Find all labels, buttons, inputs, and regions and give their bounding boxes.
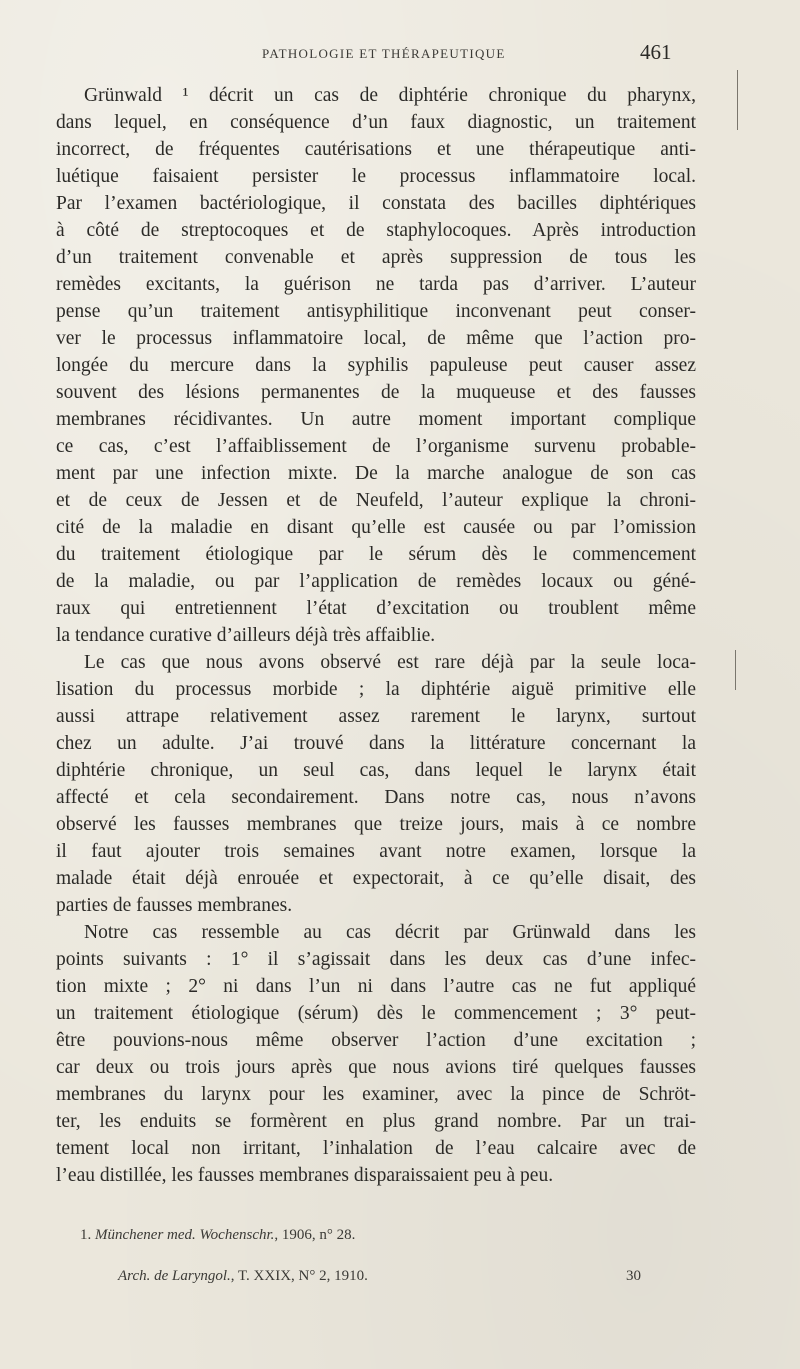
- text-line: cité de la maladie en disant qu’elle est causée ou par l’omission: [56, 517, 696, 538]
- text-line: l’eau distillée, les fausses membranes disparaissaient peu à peu.: [56, 1165, 554, 1186]
- text-line: points suivants : 1° il s’agissait dans les deux cas d’une infec-: [56, 949, 696, 970]
- text-line: un traitement étiologique (sérum) dès le commencement ; 3° peut-: [56, 1003, 696, 1024]
- text-line: diphtérie chronique, un seul cas, dans lequel le larynx était: [56, 760, 696, 781]
- text-line: d’un traitement convenable et après suppression de tous les: [56, 247, 696, 268]
- text-line: affecté et cela secondairement. Dans notre cas, nous n’avons: [56, 787, 696, 808]
- text-line: dans lequel, en conséquence d’un faux diagnostic, un traitement: [56, 112, 696, 133]
- margin-mark: [737, 70, 738, 130]
- text-line: de la maladie, ou par l’application de remèdes locaux ou géné-: [56, 571, 696, 592]
- journal-volume: , T. XXIX, N° 2, 1910.: [230, 1268, 368, 1284]
- text-line: souvent des lésions permanentes de la muqueuse et des fausses: [56, 382, 696, 403]
- journal-title: Arch. de Laryngol.: [118, 1268, 231, 1284]
- text-line: raux qui entretiennent l’état d’excitation ou troublent même: [56, 598, 696, 619]
- text-line: Par l’examen bactériologique, il constata des bacilles diphtériques: [56, 193, 696, 214]
- running-header: [0, 40, 800, 74]
- text-line: être pouvions-nous même observer l’action d’une excitation ;: [56, 1030, 696, 1051]
- sheet-number: 30: [626, 1268, 641, 1284]
- text-line: la tendance curative d’ailleurs déjà très affaiblie.: [56, 625, 436, 646]
- text-line: et de ceux de Jessen et de Neufeld, l’auteur explique la chroni-: [56, 490, 696, 511]
- footnote-marker: 1.: [80, 1227, 92, 1243]
- text-line: observé les fausses membranes que treize jours, mais à ce nombre: [56, 814, 696, 835]
- text-line: membranes récidivantes. Un autre moment important complique: [56, 409, 696, 430]
- text-line: chez un adulte. J’ai trouvé dans la littérature concernant la: [56, 733, 696, 754]
- journal-reference: [118, 1268, 368, 1285]
- text-line: pense qu’un traitement antisyphilitique inconvenant peut conser-: [56, 301, 696, 322]
- text-line: ter, les enduits se formèrent en plus grand nombre. Par un trai-: [56, 1111, 696, 1132]
- text-line: il faut ajouter trois semaines avant notre examen, lorsque la: [56, 841, 696, 862]
- text-line: longée du mercure dans la syphilis papuleuse peut causer assez: [56, 355, 696, 376]
- text-line: malade était déjà enrouée et expectorait, à ce qu’elle disait, des: [56, 868, 696, 889]
- text-line: ment par une infection mixte. De la marche analogue de son cas: [56, 463, 696, 484]
- text-line: du traitement étiologique par le sérum dès le commencement: [56, 544, 696, 565]
- text-line: Grünwald ¹ décrit un cas de diphtérie chronique du pharynx,: [84, 85, 696, 106]
- margin-mark: [735, 650, 736, 690]
- text-line: membranes du larynx pour les examiner, avec la pince de Schröt-: [56, 1084, 696, 1105]
- footnote: [80, 1227, 355, 1244]
- text-line: car deux ou trois jours après que nous avions tiré quelques fausses: [56, 1057, 696, 1078]
- footnote-source-title: Münchener med. Wochenschr.: [95, 1227, 275, 1243]
- body-text: [56, 82, 696, 1189]
- text-line: ver le processus inflammatoire local, de même que l’action pro-: [56, 328, 696, 349]
- text-line: ce cas, c’est l’affaiblissement de l’organisme survenu probable-: [56, 436, 696, 457]
- page-number: 461: [640, 40, 672, 64]
- text-line: tement local non irritant, l’inhalation de l’eau calcaire avec de: [56, 1138, 696, 1159]
- text-line: Notre cas ressemble au cas décrit par Grünwald dans les: [84, 922, 696, 943]
- text-line: incorrect, de fréquentes cautérisations et une thérapeutique anti-: [56, 139, 696, 160]
- printer-signature: [0, 1268, 800, 1292]
- text-line: lisation du processus morbide ; la diphtérie aiguë primitive elle: [56, 679, 696, 700]
- running-title: PATHOLOGIE ET THÉRAPEUTIQUE: [262, 46, 506, 61]
- text-line: tion mixte ; 2° ni dans l’un ni dans l’autre cas ne fut appliqué: [56, 976, 696, 997]
- text-line: aussi attrape relativement assez rarement le larynx, surtout: [56, 706, 696, 727]
- text-line: remèdes excitants, la guérison ne tarda pas d’arriver. L’auteur: [56, 274, 696, 295]
- footnote-citation: , 1906, n° 28.: [274, 1227, 356, 1243]
- text-line: Le cas que nous avons observé est rare déjà par la seule loca-: [84, 652, 696, 673]
- text-line: parties de fausses membranes.: [56, 895, 293, 916]
- text-line: luétique faisaient persister le processus inflammatoire local.: [56, 166, 696, 187]
- text-line: à côté de streptocoques et de staphylocoques. Après introduction: [56, 220, 696, 241]
